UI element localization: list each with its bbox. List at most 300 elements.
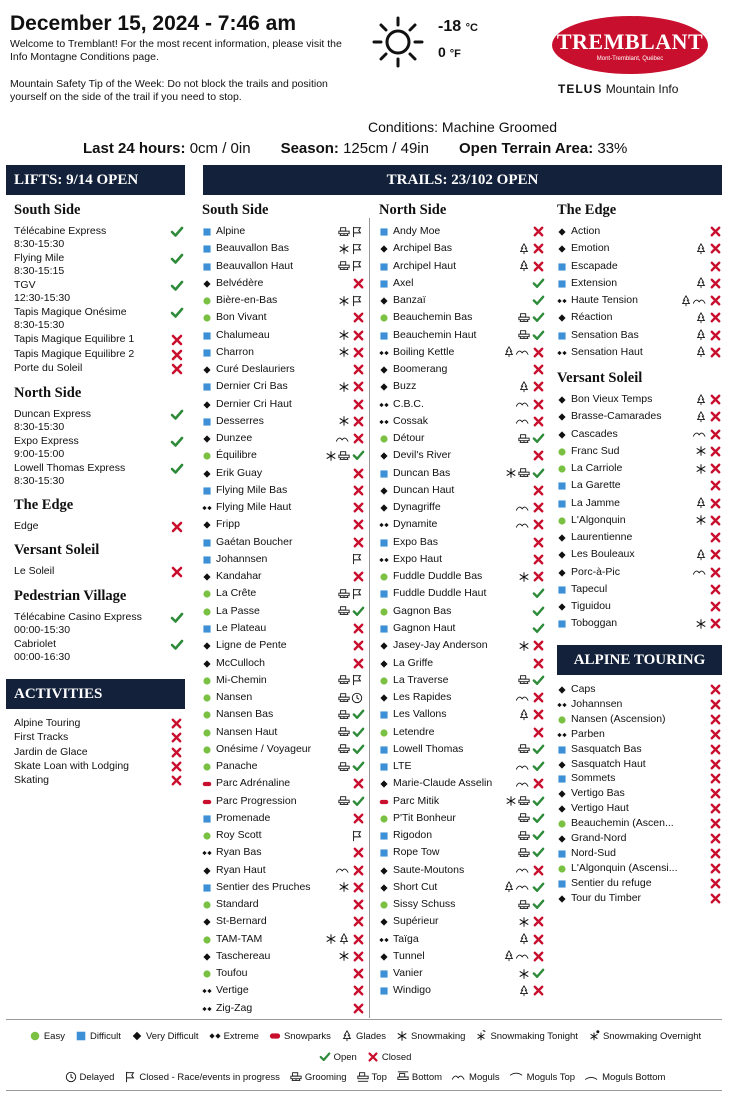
difficult-icon [379,227,389,237]
trail-status [709,514,722,527]
open-icon [352,605,365,618]
closed-icon [352,467,365,480]
very-difficult-icon [202,952,212,962]
groom-icon [290,1071,302,1083]
trail-row [379,982,545,999]
open-icon [352,743,365,756]
trail-name: Expo Haut [393,552,443,565]
closed-icon [709,832,722,845]
trail-difficulty [202,883,211,892]
trail-status [532,691,545,704]
trail-status [709,772,722,785]
trail-features [325,933,350,946]
trail-difficulty [202,469,211,478]
easy-icon [202,296,212,306]
trail-row [379,258,545,275]
difficult-icon [202,331,212,341]
lift-name: Expo Express [14,434,79,447]
closed-icon [709,479,722,492]
lift-status [170,225,184,239]
extreme-icon [379,348,389,358]
easy-icon [202,969,212,979]
trail-name: Ryan Bas [216,846,262,859]
trail-status [352,984,365,997]
trail-row [379,620,545,637]
trail-row [379,896,545,913]
trail-difficulty [557,244,566,253]
trail-status [352,777,365,790]
trail-name: Expo Bas [393,535,438,548]
trail-row [202,948,365,965]
open-icon [170,435,184,449]
closed-icon [352,622,365,635]
closed-icon [170,520,184,534]
extreme-icon [379,555,389,565]
trail-difficulty [379,400,388,409]
trail-features [518,432,530,445]
open-icon [319,1051,331,1063]
trail-difficulty [379,417,388,426]
closed-icon [709,617,722,630]
extreme-icon [557,730,567,740]
closed-icon [709,600,722,613]
trail-difficulty [202,227,211,236]
trail-difficulty [379,279,388,288]
very-difficult-icon [202,572,212,582]
lift-item [14,306,186,332]
activity-name: Skate Loan with Lodging [14,759,130,772]
lift-hours: 8:30-15:30 [14,319,65,331]
trail-row [557,477,722,494]
trail-difficulty [379,883,388,892]
legend-item [209,1030,259,1042]
open-icon [352,708,365,721]
snowmaking-icon [338,329,350,341]
trail-status [532,587,545,600]
trail-name: Porc-à-Pic [571,565,621,578]
easy-icon [202,589,212,599]
trail-difficulty [202,417,211,426]
trail-status [352,846,365,859]
activity-status [170,774,184,788]
trail-status [352,329,365,342]
trail-difficulty [379,693,388,702]
trail-row [202,551,365,568]
trail-status [709,802,722,815]
open-icon [532,795,545,808]
trail-row [202,292,365,309]
closed-icon [709,892,722,905]
legend-label: Grooming [304,1071,347,1083]
extreme-icon [202,503,212,513]
trail-row [557,223,722,240]
trail-name: Équilibre [216,449,257,462]
difficult-icon [202,883,212,893]
trail-status [352,449,365,462]
trail-name: Kandahar [216,570,262,583]
closed-icon [709,583,722,596]
trail-status [709,566,722,579]
trail-features [518,242,530,255]
trail-features [695,242,707,255]
trail-status [532,674,545,687]
legend-label: Snowparks [283,1030,331,1042]
trail-row [379,810,545,827]
trail-name: Johannsen [571,697,623,710]
lift-item [14,435,186,461]
legend-label: Snowmaking Tonight [490,1030,578,1042]
legend-item [588,1030,701,1042]
trail-difficulty [557,464,566,473]
open-icon [532,898,545,911]
safety-tip: Mountain Safety Tip of the Week: Do not block the trails and position yourself on the side of the trail if you need to stop. [10,78,328,103]
very-difficult-icon [202,400,212,410]
trail-name: Curé Deslauriers [216,363,295,376]
flag-icon [351,553,363,565]
lift-hours: 8:30-15:15 [14,265,65,277]
closed-icon [352,329,365,342]
trail-row [202,775,365,792]
trail-name: Belvédère [216,276,264,289]
snowmaking-icon [505,467,517,479]
closed-icon [532,708,545,721]
trail-row [557,581,722,598]
groom-icon [338,260,350,272]
open-icon [532,311,545,324]
closed-icon [709,329,722,342]
very-difficult-icon [202,866,212,876]
trail-difficulty [202,745,211,754]
trail-difficulty [379,296,388,305]
lift-hours: 8:30-15:30 [14,238,65,250]
trail-difficulty [379,624,388,633]
trail-name: Tapecul [571,582,608,595]
closed-icon [532,777,545,790]
trail-row [379,396,545,413]
closed-icon [352,898,365,911]
trail-name: McCulloch [216,656,266,669]
open-icon [532,467,545,480]
trail-name: Ligne de Pente [216,639,287,652]
trail-name: Parben [571,727,605,740]
trail-status [709,743,722,756]
trail-row [379,275,545,292]
lift-item [14,362,186,375]
trail-status [532,795,545,808]
alpine-touring-banner: ALPINE TOURING [557,645,722,675]
trail-row [557,598,722,615]
snowmaking-icon [325,933,337,945]
legend-label: Bottom [411,1071,443,1083]
snowmaking-icon [695,445,707,457]
trail-difficulty [379,486,388,495]
snowmaking-icon [338,243,350,255]
trail-difficulty [557,864,566,873]
trail-name: Parc Adrénaline [216,777,291,790]
easy-icon [202,451,212,461]
closed-icon [170,774,183,787]
closed-icon [532,484,545,497]
trail-difficulty [379,589,388,598]
trail-difficulty [557,412,566,421]
easy-icon [202,831,212,841]
trail-features [518,743,530,756]
trail-status [532,432,545,445]
open-icon [532,674,545,687]
closed-icon [709,698,722,711]
closed-icon [532,225,545,238]
closed-icon [709,802,722,815]
trail-name: Bière-en-Bas [216,294,278,307]
trail-difficulty [557,296,566,305]
trail-row [379,223,545,240]
difficult-icon [557,585,567,595]
trail-column-title: North Side [379,202,447,218]
trail-status [352,657,365,670]
difficult-icon [202,244,212,254]
closed-icon [532,639,545,652]
open-icon [532,846,545,859]
trail-row [379,827,545,844]
closed-icon [532,933,545,946]
legend-label: Closed - Race/events in progress [139,1071,280,1083]
very-difficult-icon [557,789,567,799]
trail-status [709,329,722,342]
moguls-icon [516,881,530,893]
trail-status [352,346,365,359]
lift-status [170,333,184,347]
trail-name: Beauvallon Bas [216,242,289,255]
closed-icon [170,731,183,744]
closed-icon [709,817,722,830]
park-icon [202,797,212,807]
trail-row [202,672,365,689]
glades-icon [518,709,530,721]
trail-status [532,536,545,549]
extreme-icon [379,400,389,410]
trail-status [532,726,545,739]
trail-name: Bon Vieux Temps [571,393,653,405]
trail-difficulty [557,602,566,611]
trail-status [352,622,365,635]
closed-icon [709,445,722,458]
trail-features [338,743,350,756]
trail-difficulty [557,331,566,340]
snowmaking-tonight-icon [475,1030,487,1042]
closed-icon [170,760,183,773]
difficult-icon [202,538,212,548]
lift-name: Tapis Magique Equilibre 1 [14,333,135,345]
closed-icon [709,877,722,890]
trail-status [532,467,545,480]
closed-icon [709,683,722,696]
park-icon [269,1030,281,1042]
groom-icon [338,674,350,686]
legend-item [341,1030,386,1042]
trail-status [352,760,365,773]
trail-status [709,877,722,890]
trail-status [532,398,545,411]
trail-difficulty [202,572,211,581]
groom-icon [338,692,350,704]
difficult-icon [202,814,212,824]
trail-status [709,531,722,544]
extreme-icon [379,520,389,530]
closed-icon [352,484,365,497]
trail-features [338,708,350,721]
trail-name: Sommets [571,772,616,785]
trail-difficulty [379,917,388,926]
snowmaking-overnight-icon [588,1030,600,1042]
legend-item [397,1071,442,1083]
closed-icon [352,1002,365,1015]
trail-column-title: The Edge [557,202,617,218]
open-icon [532,881,545,894]
trail-name: Vertige [216,984,249,997]
trail-difficulty [379,503,388,512]
closed-icon [709,277,722,290]
trail-difficulty [557,262,566,271]
trail-status [352,950,365,963]
trail-name: Jasey-Jay Anderson [393,639,488,652]
closed-icon [532,864,545,877]
difficult-icon [75,1030,87,1042]
trail-difficulty [202,659,211,668]
glades-icon [518,933,530,945]
trail-row [379,482,545,499]
extreme-icon [202,986,212,996]
trail-features [695,311,707,324]
trail-name: Parc Progression [216,794,297,807]
snowmaking-icon [518,571,530,583]
trail-status [352,864,365,877]
trail-name: Vanier [393,967,423,980]
very-difficult-icon [202,520,212,530]
easy-icon [202,693,212,703]
easy-icon [202,676,212,686]
moguls-icon [452,1071,466,1083]
trail-column-title: South Side [202,202,269,218]
trail-name: Fuddle Duddle Bas [393,570,483,583]
trail-status [709,479,722,492]
trail-row [557,309,722,326]
trail-status [532,380,545,393]
closed-icon [352,346,365,359]
closed-icon [709,713,722,726]
trail-features [338,881,350,894]
trail-status [532,329,545,342]
flag-icon [351,295,363,307]
trail-name: Nansen [216,691,253,704]
trail-name: Onésime / Voyageur [216,742,312,755]
trail-name: Nord-Sud [571,846,616,859]
very-difficult-icon [202,365,212,375]
very-difficult-icon [379,503,389,513]
trail-row [379,499,545,516]
easy-icon [202,313,212,323]
trail-difficulty [557,550,566,559]
very-difficult-icon [557,804,567,814]
trail-name: Standard [216,898,259,911]
report-date: December 15, 2024 - 7:46 am [10,12,297,35]
trail-row [379,741,545,758]
closed-icon [709,531,722,544]
very-difficult-icon [557,550,567,560]
lift-group-title: North Side [14,384,82,401]
groom-icon [338,605,350,617]
easy-icon [379,572,389,582]
trail-features [695,329,707,342]
legend-label: Extreme [223,1030,259,1042]
flag-icon [351,674,363,686]
lift-item [14,462,186,488]
difficult-icon [379,624,389,634]
difficult-icon [557,745,567,755]
extreme-icon [379,935,389,945]
trail-features [518,329,530,342]
easy-icon [202,900,212,910]
trail-features [695,445,707,458]
trail-difficulty [202,624,211,633]
easy-icon [379,900,389,910]
trail-name: Les Vallons [393,708,447,721]
trail-row [202,982,365,999]
trail-difficulty [202,969,211,978]
trail-name: Devil's River [393,449,452,462]
easy-icon [557,516,567,526]
trail-row [202,413,365,430]
trail-status [532,570,545,583]
trail-name: La Carriole [571,462,623,475]
trail-row [379,516,545,533]
trail-row [557,495,722,512]
legend-label: Closed [381,1051,412,1063]
trail-status [532,898,545,911]
open-icon [170,638,184,652]
easy-icon [379,728,389,738]
trail-name: Les Bouleaux [571,548,635,561]
glades-icon [680,295,692,307]
closed-icon [352,570,365,583]
open-icon [532,829,545,842]
trail-name: La Traverse [393,673,449,686]
glades-icon [503,346,515,358]
trail-row [202,655,365,672]
trail-status [532,346,545,359]
lift-name: Lowell Thomas Express [14,461,126,474]
trail-name: Rigodon [393,829,433,842]
extreme-icon [557,296,567,306]
trail-status [709,617,722,630]
trail-name: Fuddle Duddle Haut [393,587,487,600]
groom-icon [338,709,350,721]
trail-status [709,600,722,613]
closed-icon [709,410,722,423]
very-difficult-icon [379,866,389,876]
trail-row [557,529,722,546]
closed-icon [352,639,365,652]
easy-icon [557,715,567,725]
trail-difficulty [202,348,211,357]
trail-status [532,553,545,566]
moguls-icon [336,864,350,876]
legend-label: Top [371,1071,387,1083]
trail-name: Supérieur [393,915,439,928]
trail-name: Marie-Claude Asselin [393,777,493,790]
trail-row [379,862,545,879]
extreme-icon [209,1030,221,1042]
difficult-icon [379,762,389,772]
